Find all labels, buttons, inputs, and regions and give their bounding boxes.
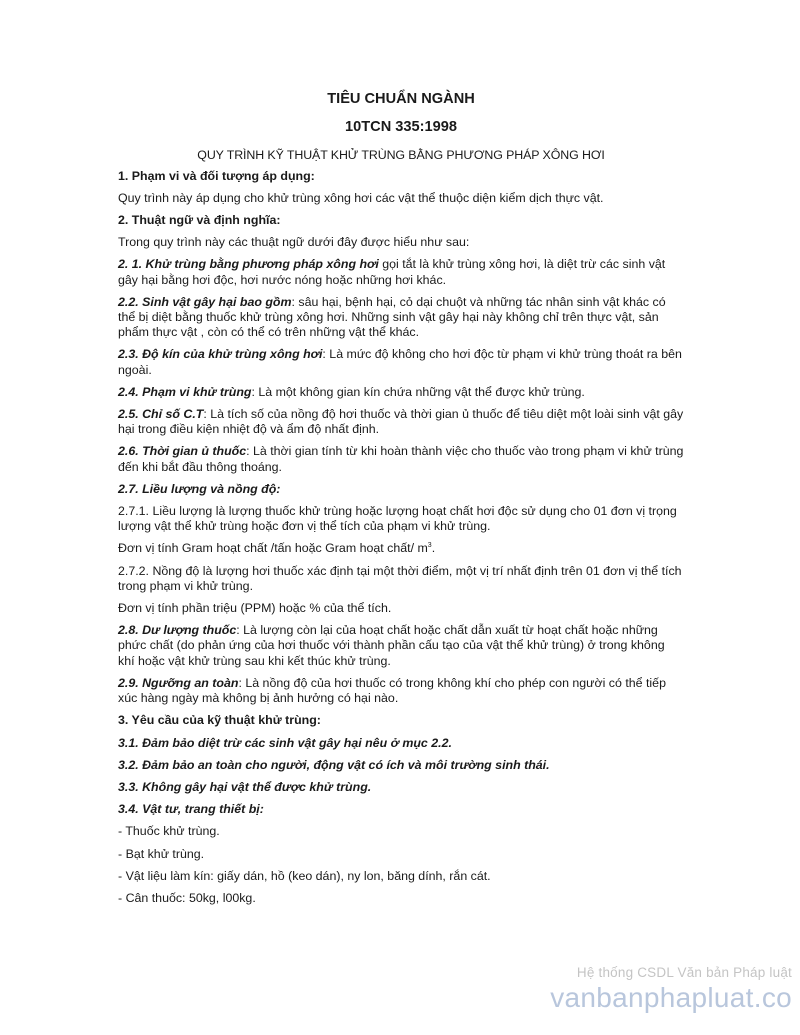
definition-text: gọi tắt là khử trùng xông hơi, là diệt trừ các sinh vật gây hại bằng hơi độc, hơi nước nóng hoặc những hơi khác. [118,257,666,287]
list-item: - Cân thuốc: 50kg, l00kg. [118,890,256,905]
unit-line-1 [118,541,684,556]
list-item: - Vật liệu làm kín: giấy dán, hồ (keo dán), ny lon, băng dính, rắn cát. [118,868,491,883]
definition-2-7-2: 2.7.2. Nồng độ là lượng hơi thuốc xác định tại một thời điểm, một vị trí nhất định trên 01 đơn vị thể tích trong phạm vi khử trùng. [118,563,682,593]
definition-term: 2.7. Liều lượng và nồng độ: [118,481,281,496]
watermark [550,965,792,1014]
definition-text: : sâu hại, bệnh hại, cỏ dại chuột và những tác nhân sinh vật khác có thể bị diệt bằng thuốc khử trùng xông hơi. Những sinh vật gây hại này không chỉ trên thực vật, sản phẩm thực vật , còn có thể có trên những vật thể khác. [118,294,666,340]
definition-2-2 [118,295,684,341]
list-item: - Thuốc khử trùng. [118,824,220,839]
definition-text: : Là thời gian tính từ khi hoàn thành việc cho thuốc vào trong phạm vi khử trùng đến khi bắt đầu thông thoáng. [118,444,684,474]
definition-term: 2.4. Phạm vi khử trùng [118,384,252,399]
requirement-3-4: 3.4. Vật tư, trang thiết bị: [118,802,264,817]
definition-text: : Là một không gian kín chứa những vật thể được khử trùng. [251,384,585,399]
definition-2-4 [118,385,684,400]
definition-2-6 [118,444,684,474]
requirement-3-1: 3.1. Đảm bảo diệt trừ các sinh vật gây hại nêu ở mục 2.2. [118,735,452,750]
requirement-3-3: 3.3. Không gây hại vật thể được khử trùng. [118,779,372,794]
definition-term: 2.3. Độ kín của khử trùng xông hơi [118,347,323,362]
definition-text: : Là tích số của nồng độ hơi thuốc và thời gian ủ thuốc để tiêu diệt một loài sinh vật gây hại trong điều kiện nhiệt độ và ẩm độ nhất định. [118,407,684,437]
definition-2-8 [118,623,684,669]
definition-term: 2.2. Sinh vật gây hại bao gồm [118,294,292,309]
definition-term: 2.5. Chỉ số C.T [118,407,204,422]
definition-2-3 [118,347,684,377]
definition-text: : Là mức độ không cho hơi độc từ phạm vi khử trùng thoát ra bên ngoài. [118,347,682,377]
unit-text: Đơn vị tính Gram hoạt chất /tấn hoặc Gram hoạt chất/ m [118,541,428,556]
definition-2-7 [118,482,684,497]
definition-term: 2. 1. Khử trùng bằng phương pháp xông hơi [118,257,379,272]
document-subtitle: QUY TRÌNH KỸ THUẬT KHỬ TRÙNG BẰNG PHƯƠNG PHÁP XÔNG HƠI [197,148,605,163]
unit-end: . [431,541,436,556]
document-title: TIÊU CHUẨN NGÀNH [327,91,475,107]
list-item: - Bạt khử trùng. [118,846,205,861]
definition-term: 2.6. Thời gian ủ thuốc [118,444,247,459]
document-code: 10TCN 335:1998 [345,119,457,136]
section-2-heading: 2. Thuật ngữ và định nghĩa: [118,213,281,228]
definition-2-9 [118,676,684,706]
definition-term: 2.9. Ngưỡng an toàn [118,675,239,690]
watermark-site: vanbanphapluat.co [550,982,792,1013]
definition-2-5 [118,407,684,437]
definition-term: 2.8. Dư lượng thuốc [118,623,237,638]
definition-text: : Là nồng độ của hơi thuốc có trong không khí cho phép con người có thể tiếp xúc hàng ngày mà không bị ảnh hưởng có hại nào. [118,675,666,706]
definition-2-1 [118,257,684,287]
definition-2-7-1: 2.7.1. Liều lượng là lượng thuốc khử trùng hoặc lượng hoạt chất hơi độc sử dụng cho 01 đơn vị trọng lượng vật thể khử trùng hoặc đơn vị thể tích của phạm vi khử trùng. [118,504,677,534]
watermark-caption: Hệ thống CSDL Văn bản Pháp luật [576,965,792,980]
section-1-heading: 1. Phạm vi và đối tượng áp dụng: [118,168,315,183]
definition-text: : Là lượng còn lại của hoạt chất hoặc chất dẫn xuất từ hoạt chất hoặc những phức chất (do phản ứng của hơi thuốc với thành phần cấu tạo của vật thể khử trùng) ở trong không khí hoặc vật khử trùng sau khi kết thúc khử trùng. [118,623,665,668]
requirement-3-2: 3.2. Đảm bảo an toàn cho người, động vật có ích và môi trường sinh thái. [118,757,550,772]
document-body [118,92,684,913]
section-2-intro: Trong quy trình này các thuật ngữ dưới đây được hiểu như sau: [118,235,470,250]
unit-superscript: 3 [427,542,432,550]
section-3-heading: 3. Yêu cầu của kỹ thuật khử trùng: [118,713,321,728]
unit-line-2: Đơn vị tính phần triệu (PPM) hoặc % của thể tích. [118,601,392,616]
section-1-text: Quy trình này áp dụng cho khử trùng xông hơi các vật thể thuộc diện kiểm dịch thực vật. [118,190,604,205]
